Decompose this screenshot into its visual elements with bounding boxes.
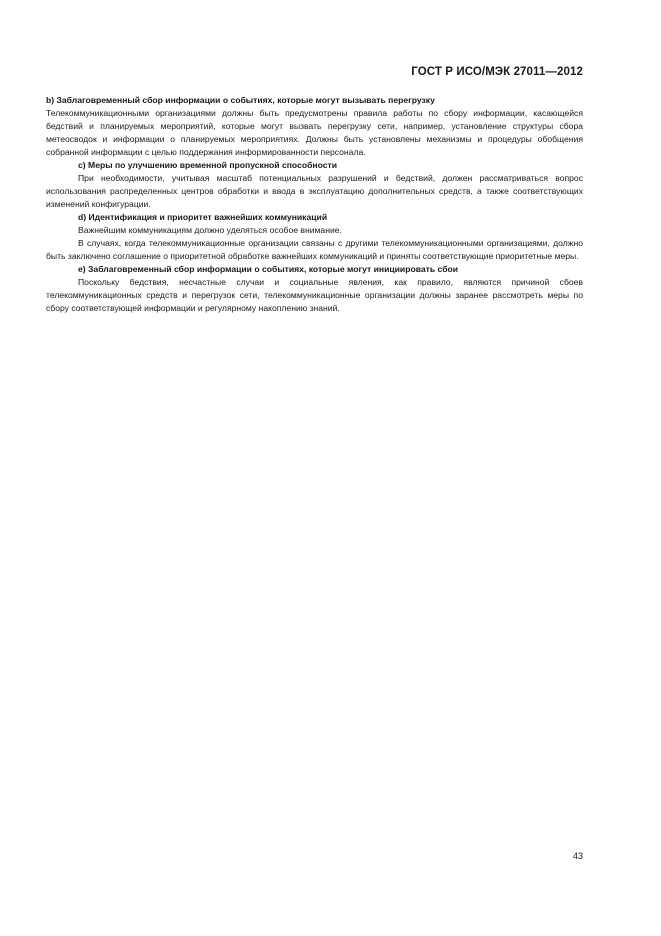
section-c-paragraph-1 xyxy=(46,172,583,211)
document-body xyxy=(46,94,583,315)
section-e xyxy=(46,263,583,315)
document-standard-id: ГОСТ Р ИСО/МЭК 27011—2012 xyxy=(411,66,583,78)
section-b xyxy=(46,94,583,159)
page-number: 43 xyxy=(572,851,583,861)
section-d-paragraph-2-text: В случаях, когда телекоммуникационные организации связаны с другими телекоммуникационными организациями, должно быть заключено соглашение о приоритетной обработке важнейших коммуникаций и приняты соответствующие приоритетные меры. xyxy=(46,238,583,261)
section-d-paragraph-1 xyxy=(46,224,583,237)
section-d-paragraph-1-text: Важнейшим коммуникациям должно уделяться особое внимание. xyxy=(78,225,342,235)
section-c-paragraph-1-text: При необходимости, учитывая масштаб потенциальных разрушений и бедствий, должен рассматриваться вопрос использования распределенных центров обработки и ввода в эксплуатацию дополнительных средств, а также соответствующих изменений конфигурации. xyxy=(46,173,583,209)
section-b-paragraph-1 xyxy=(46,107,583,159)
section-e-paragraph-1-text: Поскольку бедствия, несчастные случаи и социальные явления, как правило, являются причиной сбоев телекоммуникационных средств и перегрузок сети, телекоммуникационные организации должны заранее рассмотреть меры по сбору соответствующей информации и регулярному накоплению знаний. xyxy=(46,277,583,313)
section-title-e: e) Заблаговременный сбор информации о событиях, которые могут инициировать сбои xyxy=(78,264,459,274)
section-e-paragraph-1 xyxy=(46,276,583,315)
section-title-c: c) Меры по улучшению временной пропускной способности xyxy=(78,160,338,170)
section-title-d: d) Идентификация и приоритет важнейших коммуникаций xyxy=(78,212,328,222)
section-b-paragraph-1-text: Телекоммуникационными организациями должны быть предусмотрены правила работы по сбору информации, касающейся бедствий и планируемых мероприятий, которые могут вызвать перегрузку сети, например, установление структуры сбора метеосводок и информации о планируемых мероприятиях. Должны быть установлены механизмы и процедуры обобщения собранной информации с целью поддержания информированности персонала. xyxy=(46,108,583,157)
section-c xyxy=(46,159,583,211)
section-title-b: b) Заблаговременный сбор информации о событиях, которые могут вызывать перегрузку xyxy=(46,95,435,105)
section-d xyxy=(46,211,583,263)
section-d-paragraph-2 xyxy=(46,237,583,263)
